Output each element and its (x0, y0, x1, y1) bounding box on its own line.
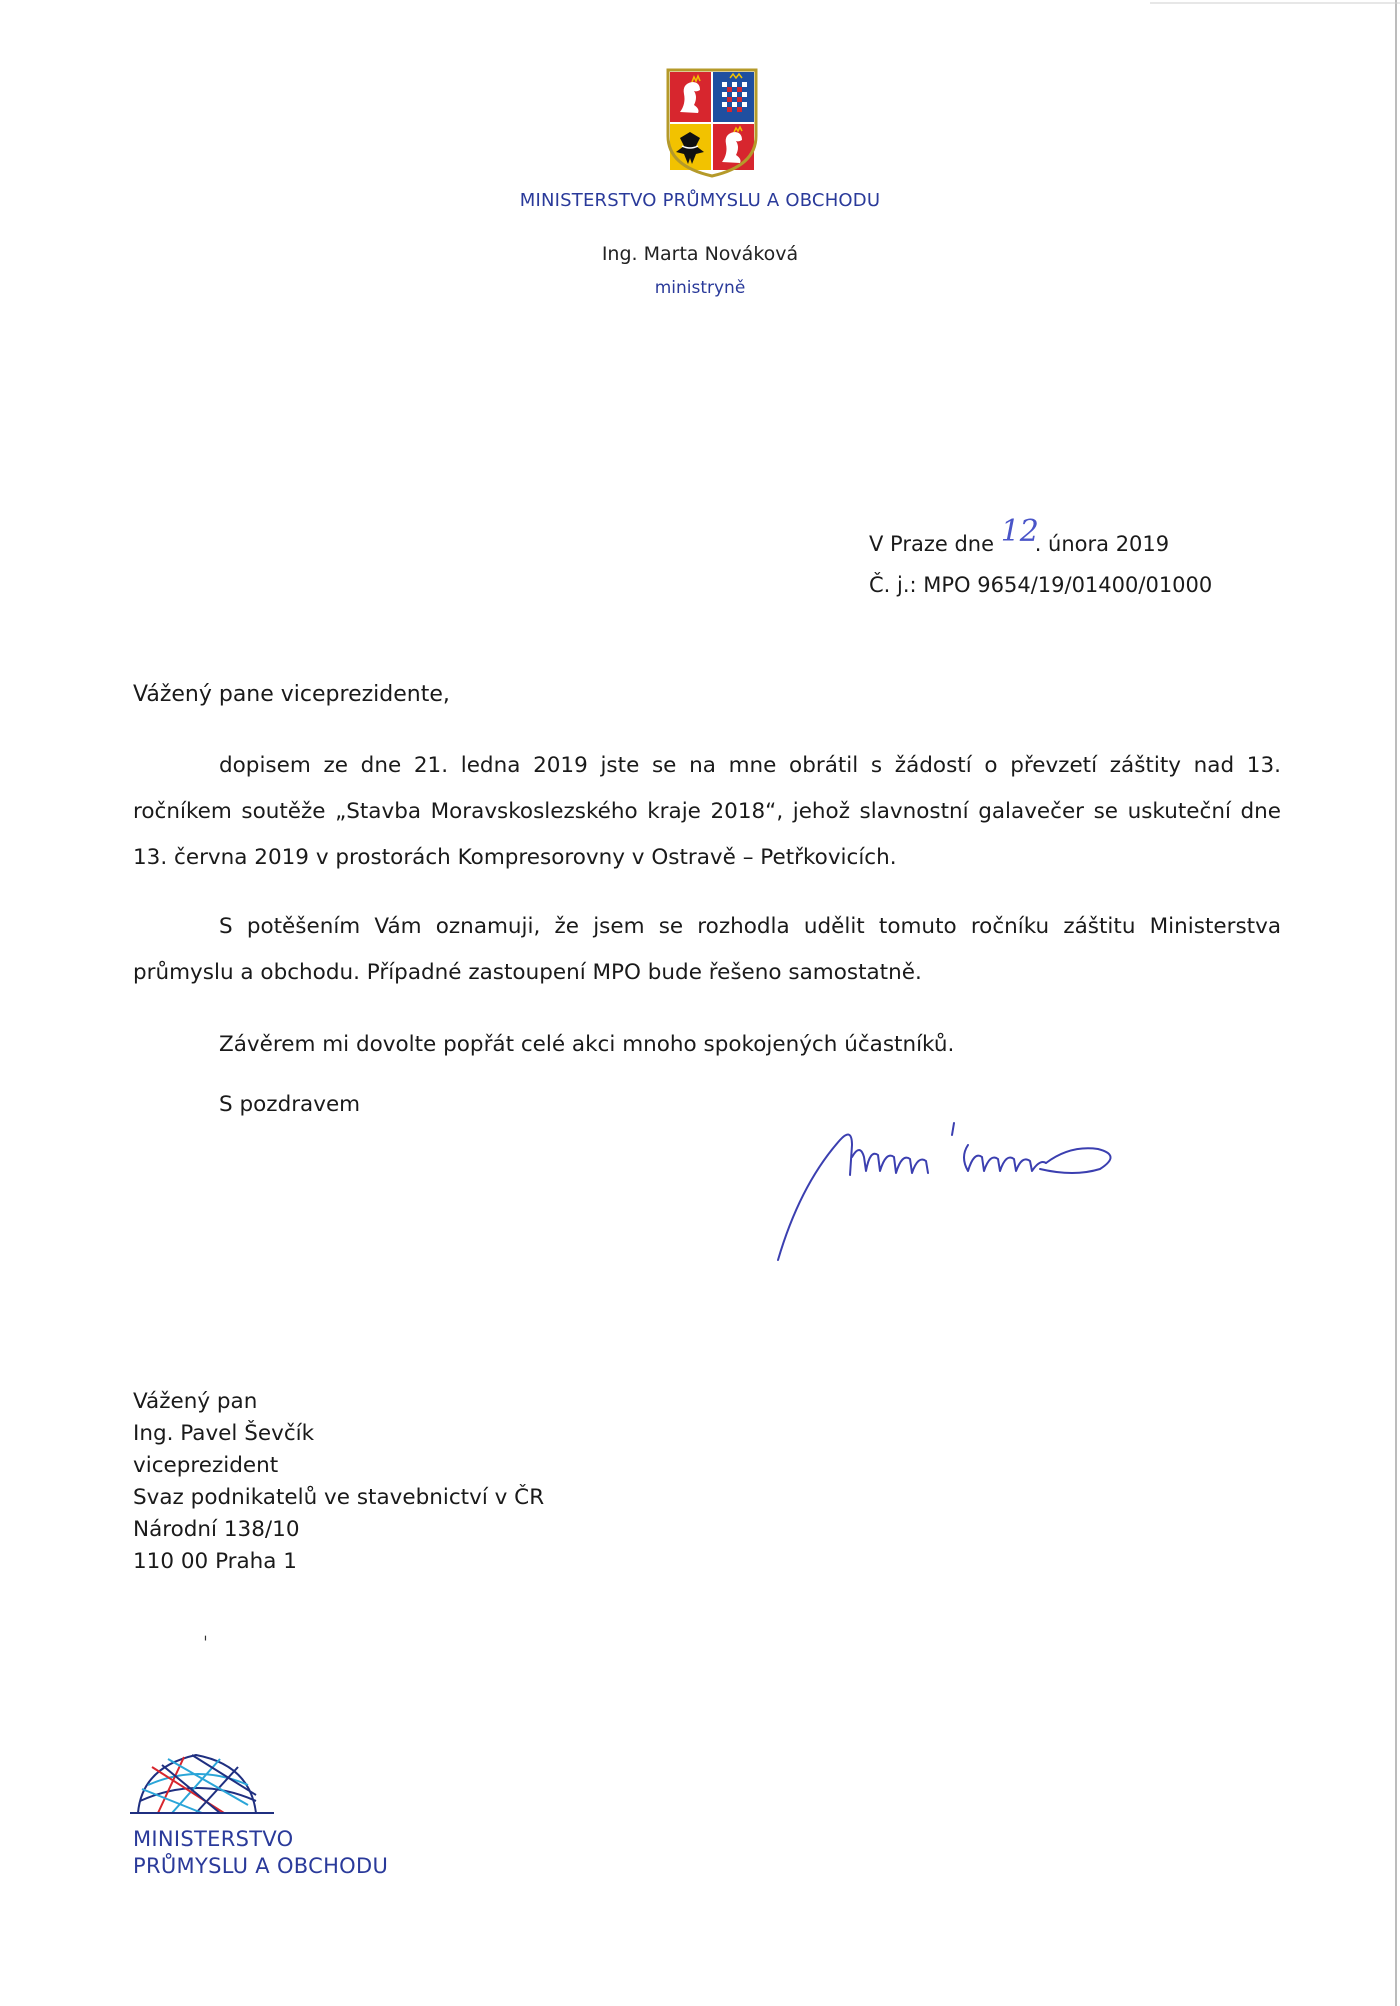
minister-title: ministryně (654, 278, 746, 298)
recipient-line: Ing. Pavel Ševčík (133, 1421, 315, 1446)
recipient-line: viceprezident (133, 1453, 279, 1478)
closing: S pozdravem (219, 1092, 361, 1117)
ministry-header: MINISTERSTVO PRŮMYSLU A OBCHODU (519, 190, 881, 211)
footer-line-1: MINISTERSTVO (133, 1827, 294, 1851)
footer-ministry-name (133, 1826, 388, 1880)
date-prefix: V Praze dne (869, 532, 995, 556)
recipient-line: 110 00 Praha 1 (133, 1549, 297, 1574)
handwritten-signature (770, 1105, 1170, 1275)
date-day-handwritten: 12 (1000, 514, 1039, 549)
recipient-address (133, 1386, 544, 1578)
footer-line-2: PRŮMYSLU A OBCHODU (133, 1854, 389, 1878)
salutation: Vážený pane viceprezidente, (133, 682, 450, 707)
stray-mark: ˌ (203, 1622, 208, 1643)
mpo-globe-logo-icon (128, 1745, 278, 1817)
reference-number: Č. j.: MPO 9654/19/01400/01000 (869, 573, 1213, 597)
recipient-line: Svaz podnikatelů ve stavebnictví v ČR (133, 1485, 545, 1510)
date-suffix: . února 2019 (1034, 532, 1170, 556)
date-line (869, 514, 1170, 559)
recipient-line: Národní 138/10 (133, 1517, 300, 1542)
paragraph-3: Závěrem mi dovolte popřát celé akci mnoho spokojených účastníků. (219, 1032, 955, 1057)
minister-name: Ing. Marta Nováková (601, 243, 799, 265)
czech-coat-of-arms-icon (664, 66, 760, 180)
paragraph-1: dopisem ze dne 21. ledna 2019 jste se na mne obrátil s žádostí o převzetí záštity nad 13. ročníkem soutěže „Stavba Moravskoslezského kraje 2018“, jehož slavnostní galavečer se uskuteční dne 13. června 2019 v prostorách Kompresorovny v Ostravě – Petřkovicích. (133, 753, 1281, 870)
paragraph-2: S potěšením Vám oznamuji, že jsem se rozhodla udělit tomuto ročníku záštitu Ministerstva průmyslu a obchodu. Případné zastoupení MPO bude řešeno samostatně. (133, 914, 1281, 985)
recipient-line: Vážený pan (133, 1389, 258, 1414)
